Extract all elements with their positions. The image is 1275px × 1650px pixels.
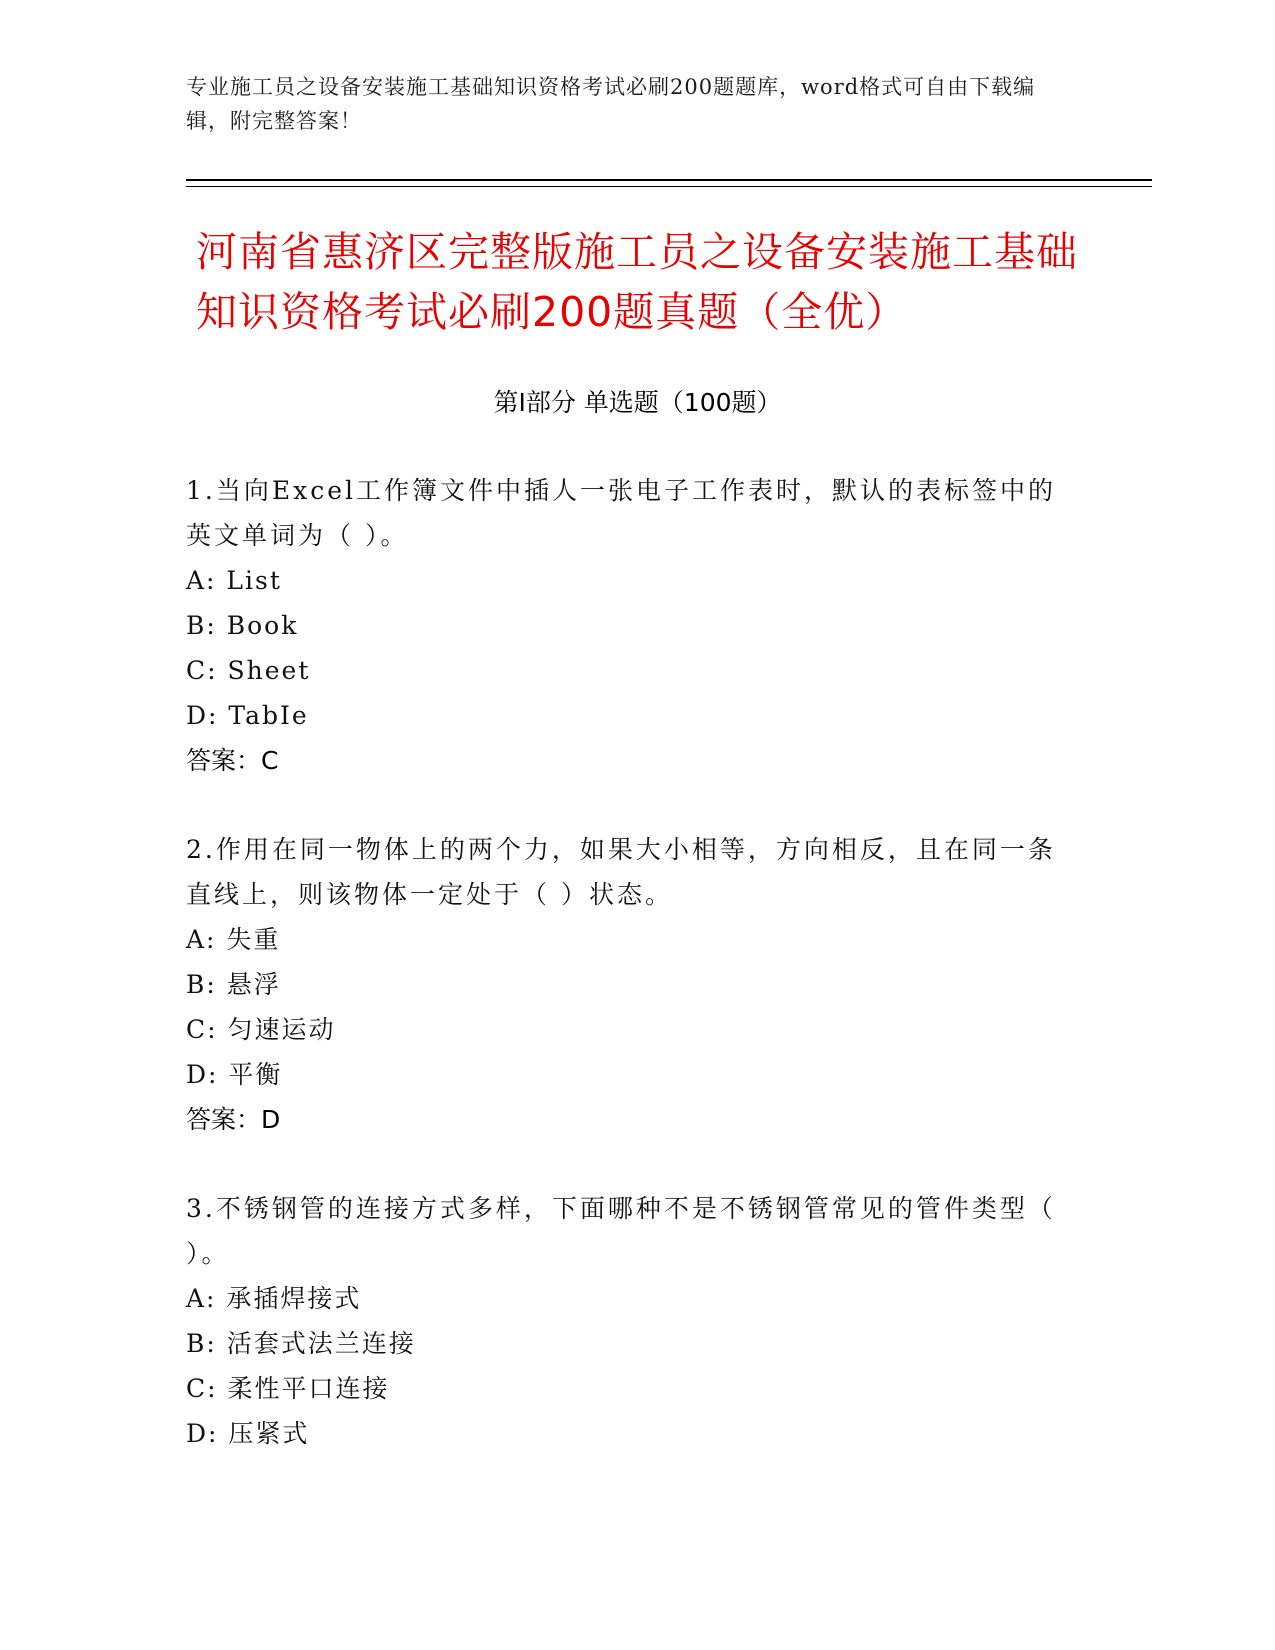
option-list xyxy=(186,1276,1066,1456)
option-a: A: 承插焊接式 xyxy=(186,1284,362,1313)
header-divider-thin xyxy=(186,186,1152,187)
option-b: B: 悬浮 xyxy=(186,970,281,999)
option-d: D: TabIe xyxy=(186,701,309,730)
question-3 xyxy=(186,1186,1066,1456)
question-text: 2.作用在同一物体上的两个力，如果大小相等，方向相反，且在同一条直线上，则该物体一定处于（ ）状态。 xyxy=(186,835,1056,909)
option-list xyxy=(186,558,1066,738)
option-c: C: 匀速运动 xyxy=(186,1015,336,1044)
question-2 xyxy=(186,827,1066,1142)
option-a: A: List xyxy=(186,566,282,595)
question-text: 1.当向Excel工作簿文件中插人一张电子工作表时，默认的表标签中的英文单词为（ ）。 xyxy=(186,476,1056,550)
option-a: A: 失重 xyxy=(186,925,281,954)
option-d: D: 压紧式 xyxy=(186,1419,310,1448)
question-list xyxy=(186,468,1066,1500)
header-divider-thick xyxy=(186,179,1152,181)
answer: 答案：D xyxy=(186,1105,281,1134)
option-c: C: Sheet xyxy=(186,656,311,685)
answer: 答案：C xyxy=(186,746,279,775)
option-b: B: 活套式法兰连接 xyxy=(186,1329,416,1358)
option-c: C: 柔性平口连接 xyxy=(186,1374,390,1403)
header-note: 专业施工员之设备安装施工基础知识资格考试必刷200题题库，word格式可自由下载编辑，附完整答案！ xyxy=(186,75,1036,133)
option-d: D: 平衡 xyxy=(186,1060,283,1089)
option-b: B: Book xyxy=(186,611,299,640)
question-1 xyxy=(186,468,1066,783)
option-list xyxy=(186,917,1066,1097)
document-title: 河南省惠济区完整版施工员之设备安装施工基础知识资格考试必刷200题真题（全优） xyxy=(196,228,1078,336)
section-title: 第Ⅰ部分 单选题（100题） xyxy=(493,388,782,417)
question-text: 3.不锈钢管的连接方式多样，下面哪种不是不锈钢管常见的管件类型（ ）。 xyxy=(186,1194,1056,1268)
